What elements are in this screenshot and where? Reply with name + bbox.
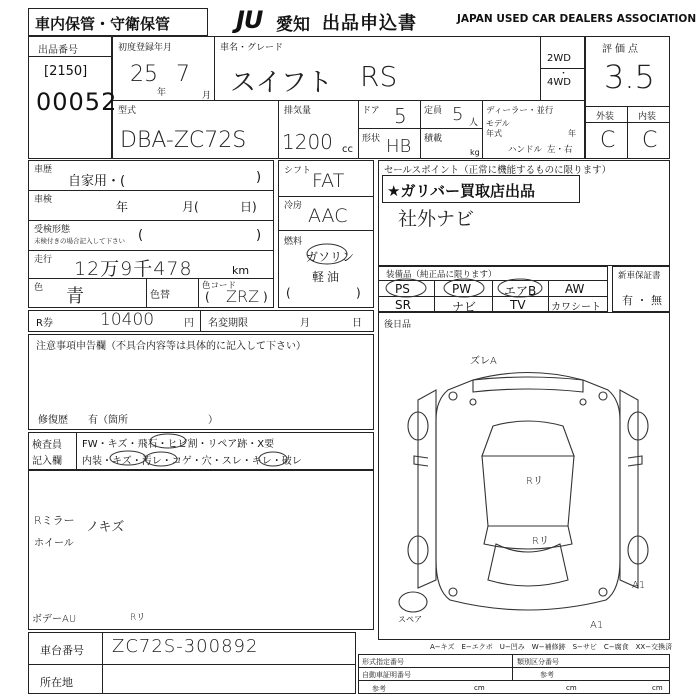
registration-month: 7 [176, 62, 190, 87]
fuel-label: 燃料 [284, 237, 303, 247]
model-label: 車名・グレード [220, 43, 284, 53]
capacity-label: 定員 [424, 106, 443, 116]
footer-label-4b: 参考 [540, 671, 554, 679]
ju-logo: JU [236, 6, 263, 34]
exterior-label: 外装 [596, 112, 615, 122]
shape-label: 形状 [362, 134, 381, 144]
month-unit: 月 [202, 91, 212, 101]
displacement-unit: cc [342, 144, 353, 155]
lot-sub: [2150] [44, 64, 88, 79]
hand-note-mirror: Rミラー [34, 514, 75, 527]
name-change-day: 日 [352, 318, 362, 329]
inspector-label-2: 記入欄 [32, 456, 62, 467]
interior-label: 内装 [638, 112, 657, 122]
color-code: ZRZ [226, 287, 260, 306]
equip-tv: TV [510, 298, 526, 312]
rear-label: 後日品 [384, 320, 412, 330]
recycle-value: 10400 [100, 310, 155, 330]
inspection-year: 年 [116, 200, 129, 214]
equip-ps: PS [395, 282, 410, 296]
equip-airbag: エアB [504, 284, 537, 298]
receipt-close: ) [256, 228, 262, 243]
storage-title: 車内保管・守衛保管 [35, 15, 171, 33]
hand-note-wheel: ホイール [34, 538, 74, 549]
drive-4wd: 4WD [547, 77, 571, 88]
footer-unit-2: cm [566, 684, 577, 692]
hand-note-scratch: ノキズ [86, 520, 125, 535]
equip-seat: カワシート [551, 302, 601, 313]
history-value: 自家用・( [68, 174, 126, 189]
model-name: スイフト [230, 68, 333, 98]
color-code-label: 色コード [202, 281, 237, 291]
hand-note-r: Rリ [130, 613, 146, 623]
equipment-circles [380, 278, 610, 312]
displacement-value: 1200 [282, 130, 333, 154]
chassis-value: ZC72S-300892 [112, 636, 259, 657]
inspection-day: 日) [240, 200, 257, 214]
spare-label: スペア [398, 615, 422, 624]
diagram-mark-right1: A1 [632, 580, 646, 591]
address-label: 所在地 [40, 676, 73, 689]
inspection-month: 月( [182, 200, 199, 214]
fuel-close: ) [356, 286, 361, 300]
footer-label-3: 自動車証明番号 [362, 671, 411, 679]
car-diagram [378, 330, 670, 640]
diagram-mark-mid2: Rリ [532, 536, 549, 547]
year-unit: 年 [157, 88, 167, 98]
free-area [28, 470, 374, 630]
lot-number: 00052 [36, 88, 118, 116]
form-title: 出品申込書 [322, 13, 417, 34]
storage-header [28, 8, 208, 36]
fuel-open: ( [286, 286, 291, 300]
warranty-options: 有 ・ 無 [622, 294, 662, 307]
score-label: 評価点 [602, 44, 641, 55]
association-name: JAPAN USED CAR DEALERS ASSOCIATION [457, 13, 697, 25]
equip-aw: AW [565, 282, 585, 296]
exterior-grade: C [600, 128, 616, 153]
mileage-unit: km [232, 264, 250, 277]
warranty-label: 新車保証書 [618, 271, 661, 281]
sales-highlight-box [382, 175, 580, 203]
color-value: 青 [66, 286, 84, 307]
gasoline-circle [302, 242, 355, 266]
model-year-label: モデル [486, 119, 510, 128]
diagram-mark-right2: A1 [590, 620, 604, 631]
equip-pw: PW [452, 282, 472, 296]
registration-year: 25 [130, 62, 158, 87]
equipment-label: 装備品（純正品に限ります） [386, 270, 497, 280]
color-code-open: ( [205, 290, 210, 304]
lot-label: 出品番号 [38, 45, 78, 56]
receipt-sub: 未検付きの場合記入して下さい [34, 237, 125, 245]
name-change-label: 名変期限 [208, 318, 248, 329]
capacity-unit: 人 [469, 118, 479, 128]
footer-label-4a: 参考 [372, 685, 386, 693]
ac-value: AAC [308, 205, 348, 227]
handle-lr: 左・右 [547, 145, 573, 155]
footer-label-2: 類別区分番号 [517, 658, 559, 666]
inspector-label-1: 検査員 [32, 440, 62, 451]
year-label: 年式 [486, 129, 502, 138]
score-value: 3.5 [604, 58, 655, 96]
equip-sr: SR [395, 298, 411, 312]
sales-label: セールスポイント（正常に機能するものに限ります） [384, 165, 612, 176]
interior-grade: C [642, 128, 658, 153]
sales-note: 社外ナビ [398, 208, 475, 230]
repair-label: 修復歴 有（箇所 ） [38, 415, 218, 426]
footer-label-1: 形式指定番号 [362, 658, 404, 666]
chassis-label: 車台番号 [40, 644, 84, 657]
inspector-row-1: FW・キズ・飛石・ヒビ割・リペア跡・X要 [82, 439, 275, 450]
fuel-diesel: 軽油 [312, 270, 343, 284]
registration-label: 初度登録年月 [118, 43, 173, 53]
recycle-section [28, 310, 374, 332]
drive-sep: ・ [559, 69, 569, 79]
history-close: ) [256, 170, 262, 185]
inspector-circles [76, 432, 374, 470]
handle-label: ハンドル [508, 145, 543, 155]
load-label: 積載 [424, 134, 443, 144]
type-label: 型式 [118, 106, 137, 116]
shift-label: シフト [284, 166, 312, 176]
displacement-label: 排気量 [284, 106, 312, 116]
logo-text: 愛知 [276, 15, 310, 35]
footer-unit-3: cm [652, 684, 663, 692]
mileage-value: 12万9千478 [74, 258, 193, 280]
doors-label: ドア [362, 106, 380, 116]
doors-value: 5 [394, 104, 407, 128]
receipt-open: ( [138, 228, 144, 243]
recycle-unit: 円 [184, 318, 194, 329]
notes-label: 注意事項申告欄（不具合内容等は具体的に記入して下さい） [36, 341, 306, 352]
capacity-value: 5 [452, 104, 464, 125]
sales-highlight: ★ガリバー買取店出品 [387, 182, 535, 200]
recycle-label: R券 [36, 318, 53, 329]
drive-2wd: 2WD [547, 53, 571, 64]
type-value: DBA-ZC72S [120, 128, 247, 153]
mileage-label: 走行 [34, 255, 53, 265]
name-change-month: 月 [300, 318, 310, 329]
shape-value: HB [386, 136, 412, 157]
inspector-row-2: 内装・キズ・汚レ・コゲ・穴・スレ・キレ・破レ [82, 456, 302, 467]
diagram-mark-mid1: Rリ [526, 476, 543, 487]
equip-navi: ナビ [452, 300, 477, 314]
receipt-label: 受検形態 [34, 225, 71, 235]
model-grade: RS [360, 60, 398, 93]
hand-note-body: ボデーAU [32, 614, 77, 625]
ac-label: 冷房 [284, 201, 303, 211]
color-change-label: 色替 [150, 290, 170, 301]
dealer-label: ディーラー・並行 [486, 106, 554, 116]
damage-legend: A−キズ E−エクボ U−凹み W−補修跡 S−サビ C−腐食 XX−交換済 [430, 643, 673, 651]
year-label-unit: 年 [568, 129, 576, 138]
color-code-close: ) [263, 290, 268, 304]
color-label: 色 [34, 283, 44, 293]
load-unit: kg [470, 148, 480, 157]
fuel-gasoline: ガソリン [306, 250, 355, 264]
diagram-mark-top: ズレA [470, 356, 497, 367]
inspection-label: 車検 [34, 195, 53, 205]
shift-value: FAT [312, 170, 345, 192]
history-label: 車歴 [34, 165, 53, 175]
footer-unit-1: cm [474, 684, 485, 692]
